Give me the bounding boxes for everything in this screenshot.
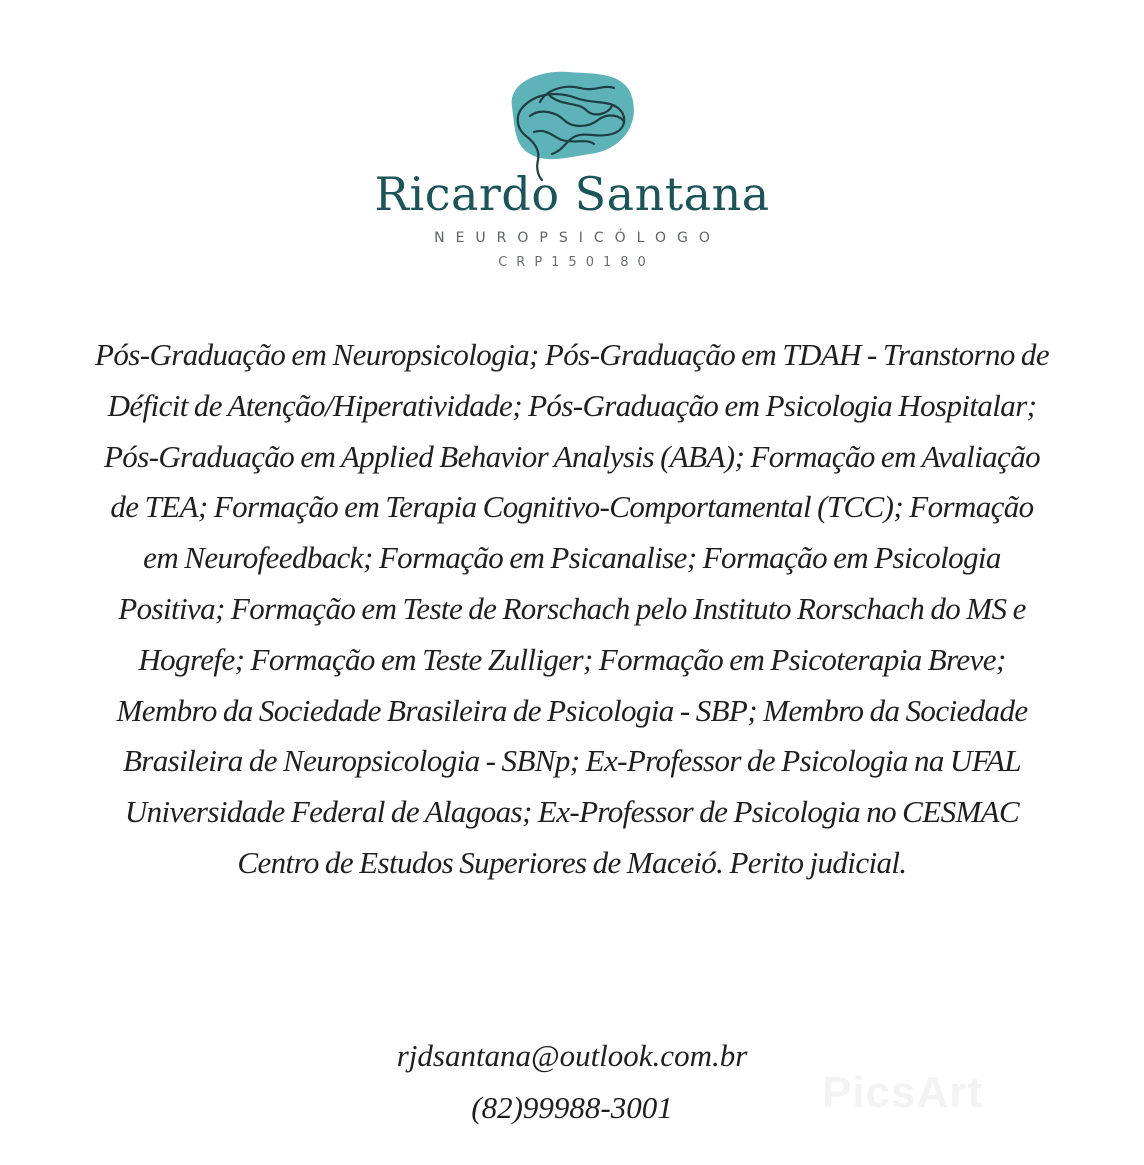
brain-logo-icon	[490, 62, 650, 182]
phone-number[interactable]: (82)99988-3001	[471, 1090, 673, 1125]
brand-role: NEUROPSICÓLOGO	[434, 230, 721, 246]
brand-name: Ricardo Santana	[374, 167, 770, 221]
bio-text: Pós-Graduação em Neuropsicologia; Pós-Graduação em TDAH - Transtorno de Déficit de Atenção/Hiperatividade; Pós-Graduação em Psicologia Hospitalar; Pós-Graduação em Applied Behavior Analysis (ABA); Formação em Avaliação de TEA; Formação em Terapia Cognitivo-Comportamental (TCC); Formação em Neurofeedback; Formação em Psicanalise; Formação em Psicologia Positiva; Formação em Teste de Rorschach pelo Instituto Rorschach do MS e Hogrefe; Formação em Teste Zulliger; Formação em Psicoterapia Breve; Membro da Sociedade Brasileira de Psicologia - SBP; Membro da Sociedade Brasileira de Neuropsicologia - SBNp; Ex-Professor de Psicologia na UFAL Universidade Federal de Alagoas; Ex-Professor de Psicologia no CESMAC Centro de Estudos Superiores de Maceió. Perito judicial.	[95, 337, 1049, 880]
registration-number: CRP150180	[498, 255, 655, 270]
watermark: PicsArt	[822, 1068, 984, 1117]
email-address[interactable]: rjdsantana@outlook.com.br	[396, 1038, 748, 1073]
